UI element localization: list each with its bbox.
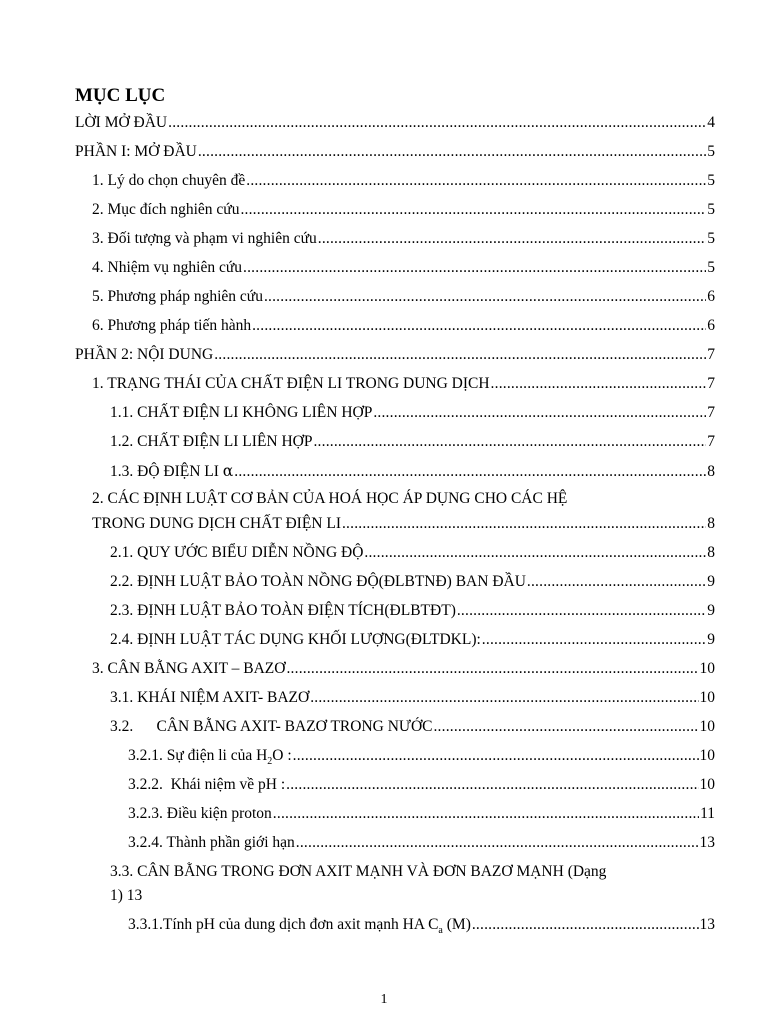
toc-entry-page: 10 [699, 747, 715, 764]
toc-entry-page: 8 [707, 515, 715, 532]
page-number: 1 [380, 992, 388, 1007]
toc-entry-text: 2. Mục đích nghiên cứu [92, 201, 240, 218]
toc-entry-text: 3.3.1.Tính pH của dung dịch đơn axit mạnh HA $C_a$ (M) [128, 916, 471, 937]
toc-entry-page: 10 [699, 660, 715, 677]
toc-entry-text: LỜI MỞ ĐẦU [75, 114, 168, 131]
toc-entry[interactable] [92, 316, 715, 336]
toc-entry-text: PHẦN I: MỞ ĐẦU [75, 143, 197, 160]
toc-entry-page: 7 [707, 404, 715, 421]
toc-entry-page: 11 [700, 805, 715, 822]
toc-entry[interactable] [75, 113, 715, 133]
toc-entry-text: 3. CÂN BẰNG AXIT – BAZƠ [92, 660, 286, 677]
toc-entry-page: 6 [707, 317, 715, 334]
alpha-symbol: α [222, 462, 234, 480]
toc-entry-page: 13 [699, 834, 715, 851]
toc-title: MỤC LỤC [75, 85, 166, 106]
toc-entry-text: 3.1. KHÁI NIỆM AXIT- BAZƠ [110, 689, 310, 706]
toc-entry[interactable] [92, 171, 715, 191]
toc-entry-page: 9 [707, 631, 715, 648]
toc-entry-text: 5. Phương pháp nghiên cứu [92, 288, 263, 305]
toc-entry-text: 1. TRẠNG THÁI CỦA CHẤT ĐIỆN LI TRONG DUNG DỊCH [92, 375, 490, 392]
toc-entry[interactable] [110, 572, 715, 592]
toc-entry[interactable] [128, 746, 715, 766]
toc-entry-page: 4 [707, 114, 715, 131]
toc-entry-text: 6. Phương pháp tiến hành [92, 317, 252, 334]
toc-entry-page: 10 [699, 689, 715, 706]
toc-entry-text: 2.1. QUY ƯỚC BIỂU DIỄN NỒNG ĐỘ [110, 544, 364, 561]
toc-entry[interactable] [110, 403, 715, 423]
toc-entry-text: 3.2.4. Thành phần giới hạn [128, 834, 295, 851]
toc-entry-text: 1. Lý do chọn chuyên đề [92, 172, 246, 189]
toc-entry-page: 9 [707, 602, 715, 619]
toc-entry-page: 8 [707, 544, 715, 561]
toc-entry-line2[interactable]: 1) 13 [110, 887, 143, 904]
toc-entry[interactable] [128, 804, 715, 824]
toc-entry-page: 9 [707, 573, 715, 590]
toc-entry-line1[interactable]: 2. CÁC ĐỊNH LUẬT CƠ BẢN CỦA HOÁ HỌC ÁP DỤNG CHO CÁC HỆ [92, 490, 568, 507]
toc-entry-text: 3.2.1. Sự điện li của $H_2O$ : [128, 747, 292, 768]
toc-entry[interactable] [128, 915, 715, 935]
toc-entry[interactable] [75, 142, 715, 162]
toc-entry-page: 5 [707, 143, 715, 160]
toc-entry-text: 4. Nhiệm vụ nghiên cứu [92, 259, 243, 276]
toc-entry-page: 6 [707, 288, 715, 305]
toc-entry-page: 7 [707, 375, 715, 392]
toc-entry[interactable] [92, 200, 715, 220]
toc-entry-text: PHẦN 2: NỘI DUNG [75, 346, 214, 363]
toc-entry-text: TRONG DUNG DỊCH CHẤT ĐIỆN LI [92, 515, 341, 532]
toc-entry-text: 3.2. CÂN BẰNG AXIT- BAZƠ TRONG NƯỚC [110, 718, 433, 735]
toc-entry-text: 1.1. CHẤT ĐIỆN LI KHÔNG LIÊN HỢP [110, 404, 373, 421]
toc-entry[interactable] [110, 432, 715, 452]
toc-entry-page: 7 [707, 433, 715, 450]
toc-entry[interactable] [110, 688, 715, 708]
toc-entry[interactable] [92, 659, 715, 679]
toc-entry[interactable] [92, 514, 715, 534]
toc-entry[interactable] [75, 345, 715, 365]
toc-entry-text: 2.3. ĐỊNH LUẬT BẢO TOÀN ĐIỆN TÍCH(ĐLBTĐT) [110, 602, 456, 619]
toc-entry-text: 1.3. ĐỘ ĐIỆN LI α [110, 462, 234, 480]
toc-entry[interactable] [128, 833, 715, 853]
toc-entry-text: 2.2. ĐỊNH LUẬT BẢO TOÀN NỒNG ĐỘ(ĐLBTNĐ) BAN ĐẦU [110, 573, 526, 590]
toc-entry[interactable] [110, 601, 715, 621]
toc-entry[interactable] [110, 543, 715, 563]
toc-entry[interactable] [92, 374, 715, 394]
toc-entry-text: 1.2. CHẤT ĐIỆN LI LIÊN HỢP [110, 433, 313, 450]
toc-entry-page: 8 [707, 463, 715, 480]
toc-entry-page: 7 [707, 346, 715, 363]
toc-entry[interactable] [110, 630, 715, 650]
toc-entry-text: 3.2.3. Điều kiện proton [128, 805, 272, 822]
toc-entry[interactable] [128, 775, 715, 795]
toc-entry[interactable] [92, 287, 715, 307]
toc-entry-page: 10 [699, 776, 715, 793]
toc-entry-page: 5 [707, 230, 715, 247]
toc-entry-page: 5 [707, 259, 715, 276]
toc-entry-line1[interactable]: 3.3. CÂN BẰNG TRONG ĐƠN AXIT MẠNH VÀ ĐƠN BAZƠ MẠNH (Dạng [110, 863, 607, 880]
toc-entry[interactable] [92, 258, 715, 278]
toc-entry-page: 5 [707, 172, 715, 189]
toc-entry[interactable] [110, 461, 715, 482]
toc-entry-page: 10 [699, 718, 715, 735]
toc-entry-text: 2.4. ĐỊNH LUẬT TÁC DỤNG KHỐI LƯỢNG(ĐLTDKL): [110, 631, 481, 648]
toc-entry-page: 5 [707, 201, 715, 218]
toc-entry-text: 3.2.2. Khái niệm về pH : [128, 776, 286, 793]
toc-entry[interactable] [110, 717, 715, 737]
toc-entry-text: 3. Đối tượng và phạm vi nghiên cứu [92, 230, 317, 247]
toc-entry-page: 13 [699, 916, 715, 933]
toc-entry[interactable] [92, 229, 715, 249]
